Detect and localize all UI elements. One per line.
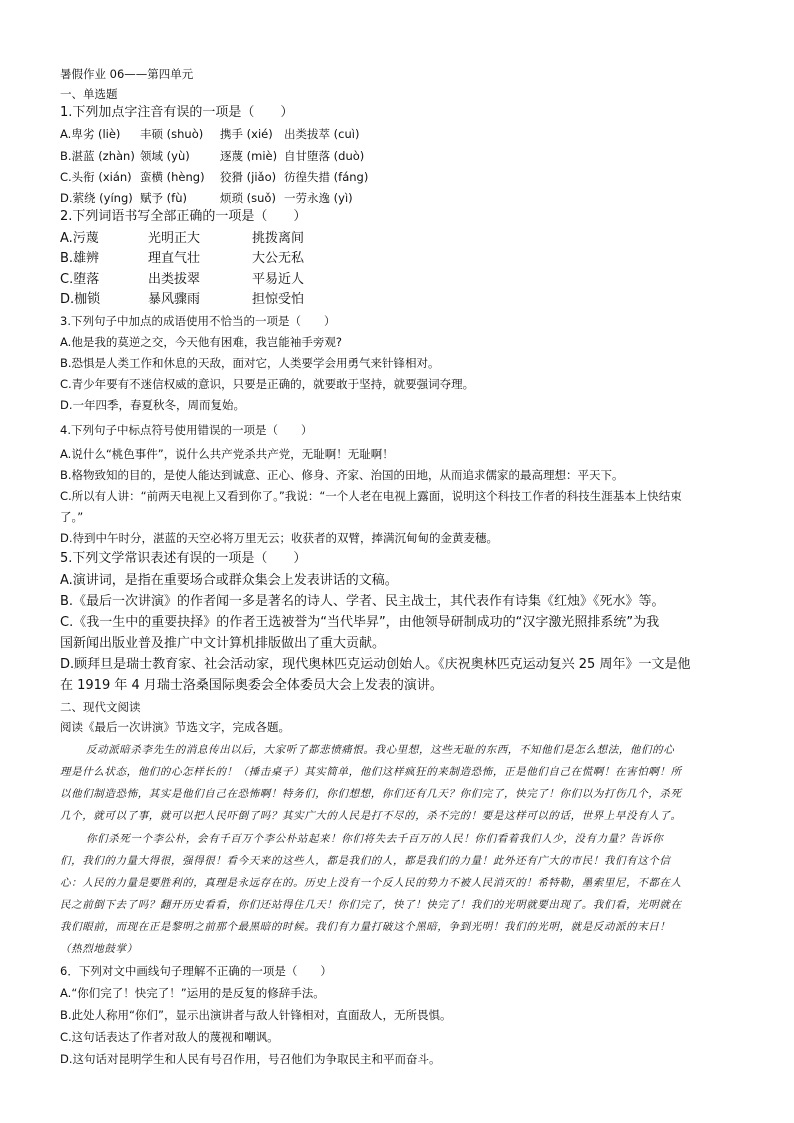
- section-heading-reading: 二、现代文阅读: [60, 700, 141, 714]
- q1-option-d-4: 一劳永逸 (yì): [284, 191, 353, 205]
- q6-option-b: B.此处人称用“你们”，显示出演讲者与敌人针锋相对，直面敌人，无所畏惧。: [60, 1008, 452, 1022]
- q2-option-a-1: A.污蔑: [60, 231, 99, 246]
- q1-option-b-1: B.湛蓝 (zhàn): [60, 149, 135, 163]
- q2-option-a-3: 挑拨离间: [252, 231, 305, 246]
- q1-option-a-3: 携手 (xié): [220, 127, 273, 141]
- q6-option-d: D.这句话对昆明学生和人民有号召作用，号召他们为争取民主和平而奋斗。: [60, 1052, 441, 1066]
- q1-option-b-3: 逐蔑 (miè): [220, 149, 278, 163]
- q2-option-d-3: 担惊受怕: [252, 292, 305, 307]
- section-heading-single-choice: 一、单选题: [60, 87, 118, 101]
- q1-option-c-2: 蛮横 (hèng): [140, 170, 205, 184]
- q4-option-c-cont: 了。”: [60, 510, 84, 524]
- question-2-stem: 2.下列词语书写全部正确的一项是（ ）: [60, 209, 307, 224]
- q1-option-d-2: 赋予 (fù): [140, 191, 187, 205]
- q3-option-b: B.恐惧是人类工作和休息的天敌，面对它，人类要学会用勇气来针锋相对。: [60, 356, 440, 370]
- passage-line: 心：人民的力量是要胜利的，真理是永远存在的。历史上没有一个反人民的势力不被人民消灭的！希特勒，墨索里尼，不都在人: [60, 877, 682, 889]
- q1-option-a-4: 出类拔萃 (cuì): [284, 127, 360, 141]
- question-5-stem: 5.下列文学常识表述有误的一项是（ ）: [60, 551, 307, 566]
- q3-option-d: D.一年四季，春夏秋冬，周而复始。: [60, 398, 246, 412]
- q2-option-a-2: 光明正大: [148, 231, 201, 246]
- q5-option-d-cont: 在 1919 年 4 月瑞士洛桑国际奥委会全体委员大会上发表的演讲。: [60, 678, 443, 693]
- passage-line: 反动派暗杀李先生的消息传出以后，大家听了都悲愤痛恨。我心里想，这些无耻的东西，不知他们是怎么想法，他们的心: [86, 744, 675, 756]
- question-4-stem: 4.下列句子中标点符号使用错误的一项是（ ）: [60, 423, 313, 437]
- q6-option-c: C.这句话表达了作者对敌人的蔑视和嘲讽。: [60, 1030, 279, 1044]
- q1-option-a-2: 丰硕 (shuò): [140, 127, 204, 141]
- passage-line: 以他们制造恐怖，其实是他们自己在恐怖啊！特务们，你们想想，你们还有几天？你们完了，快完了！你们以为打伤几个，杀死: [60, 788, 682, 800]
- q1-option-d-1: D.萦绕 (yíng): [60, 191, 133, 205]
- q1-option-b-2: 领域 (yù): [140, 149, 190, 163]
- q2-option-b-3: 大公无私: [252, 251, 305, 266]
- q1-option-c-4: 彷徨失措 (fáng): [284, 170, 369, 184]
- q5-option-c: C.《我一生中的重要抉择》的作者王选被誉为“当代毕昇”，由他领导研制成功的“汉字激光照排系统”为我: [60, 615, 660, 630]
- passage-line: 几个，就可以了事，就可以把人民吓倒了吗？其实广大的人民是打不尽的，杀不完的！要是这样可以的话，世界上早没有人了。: [60, 810, 682, 822]
- q4-option-c: C.所以有人讲：“前两天电视上又看到你了。”我说：“一个人老在电视上露面，说明这个科技工作者的科技生涯基本上快结束: [60, 489, 682, 503]
- q3-option-a: A.他是我的莫逆之交，今天他有困难，我岂能袖手旁观?: [60, 335, 342, 349]
- q2-option-d-1: D.枷锁: [60, 292, 101, 307]
- passage-line: 理是什么状态，他们的心怎样长的！（捶击桌子）其实简单，他们这样疯狂的来制造恐怖，正是他们自己在慌啊！在害怕啊！所: [60, 766, 682, 778]
- q4-option-a: A.说什么“桃色事件”，说什么共产党杀共产党，无耻啊！无耻啊！: [60, 447, 394, 461]
- q1-option-a-1: A.卑劣 (liè): [60, 127, 121, 141]
- reading-intro: 阅读《最后一次讲演》节选文字，完成各题。: [60, 720, 290, 734]
- q2-option-b-1: B.雄辨: [60, 251, 100, 266]
- q2-option-c-2: 出类拔翠: [148, 272, 201, 287]
- q1-option-b-4: 自甘堕落 (duò): [284, 149, 365, 163]
- passage-line: 们，我们的力量大得很，强得很！看今天来的这些人，都是我们的人，都是我们的力量！此外还有广大的市民！我们有这个信: [60, 855, 671, 867]
- q3-option-c: C.青少年要有不迷信权威的意识，只要是正确的，就要敢于坚持，就要强词夺理。: [60, 377, 475, 391]
- document-title: 暑假作业 06——第四单元: [60, 67, 194, 81]
- q5-option-d: D.顾拜旦是瑞士教育家、社会活动家，现代奥林匹克运动创始人。《庆祝奥林匹克运动复兴 25 周年》一文是他: [60, 657, 691, 672]
- question-1-stem: 1.下列加点字注音有误的一项是（ ）: [60, 105, 294, 120]
- q5-option-c-cont: 国新闻出版业普及推广中文计算机排版做出了重大贡献。: [60, 636, 386, 651]
- question-3-stem: 3.下列句子中加点的成语使用不恰当的一项是（ ）: [60, 314, 336, 328]
- passage-line: 我们眼前，而现在正是黎明之前那个最黑暗的时候。我们有力量打破这个黑暗，争到光明！我们的光明，就是反动派的末日！: [60, 921, 671, 933]
- q2-option-c-3: 平易近人: [252, 272, 305, 287]
- q1-option-c-3: 狡猾 (jiǎo): [220, 170, 277, 184]
- q5-option-b: B.《最后一次讲演》的作者闻一多是著名的诗人、学者、民主战士，其代表作有诗集《红烛》《死水》等。: [60, 594, 665, 609]
- q2-option-d-2: 暴风骤雨: [148, 292, 201, 307]
- q2-option-b-2: 理直气壮: [148, 251, 201, 266]
- passage-line: （热烈地鼓掌）: [60, 943, 138, 955]
- passage-line: 民之前倒下去了吗？翻开历史看看，你们还站得住几天！你们完了，快了！快完了！我们的光明就要出现了。我们看，光明就在: [60, 899, 682, 911]
- q5-option-a: A.演讲词，是指在重要场合或群众集会上发表讲话的文稿。: [60, 573, 398, 588]
- q1-option-d-3: 烦琐 (suǒ): [220, 191, 276, 205]
- q6-option-a: A.“你们完了！快完了！”运用的是反复的修辞手法。: [60, 986, 325, 1000]
- q4-option-b: B.格物致知的目的，是使人能达到诚意、正心、修身、齐家、治国的田地，从而追求儒家的最高理想：平天下。: [60, 468, 624, 482]
- passage-line: 你们杀死一个李公朴，会有千百万个李公朴站起来！你们将失去千百万的人民！你们看着我们人少，没有力量？告诉你: [86, 833, 664, 845]
- q1-option-c-1: C.头衔 (xián): [60, 170, 132, 184]
- question-6-stem: 6．下列对文中画线句子理解不正确的一项是（ ）: [60, 964, 332, 978]
- q4-option-d: D.待到中午时分，湛蓝的天空必将万里无云；收获者的双臂，捧满沉甸甸的金黄麦穗。: [60, 531, 499, 545]
- q2-option-c-1: C.堕落: [60, 272, 100, 287]
